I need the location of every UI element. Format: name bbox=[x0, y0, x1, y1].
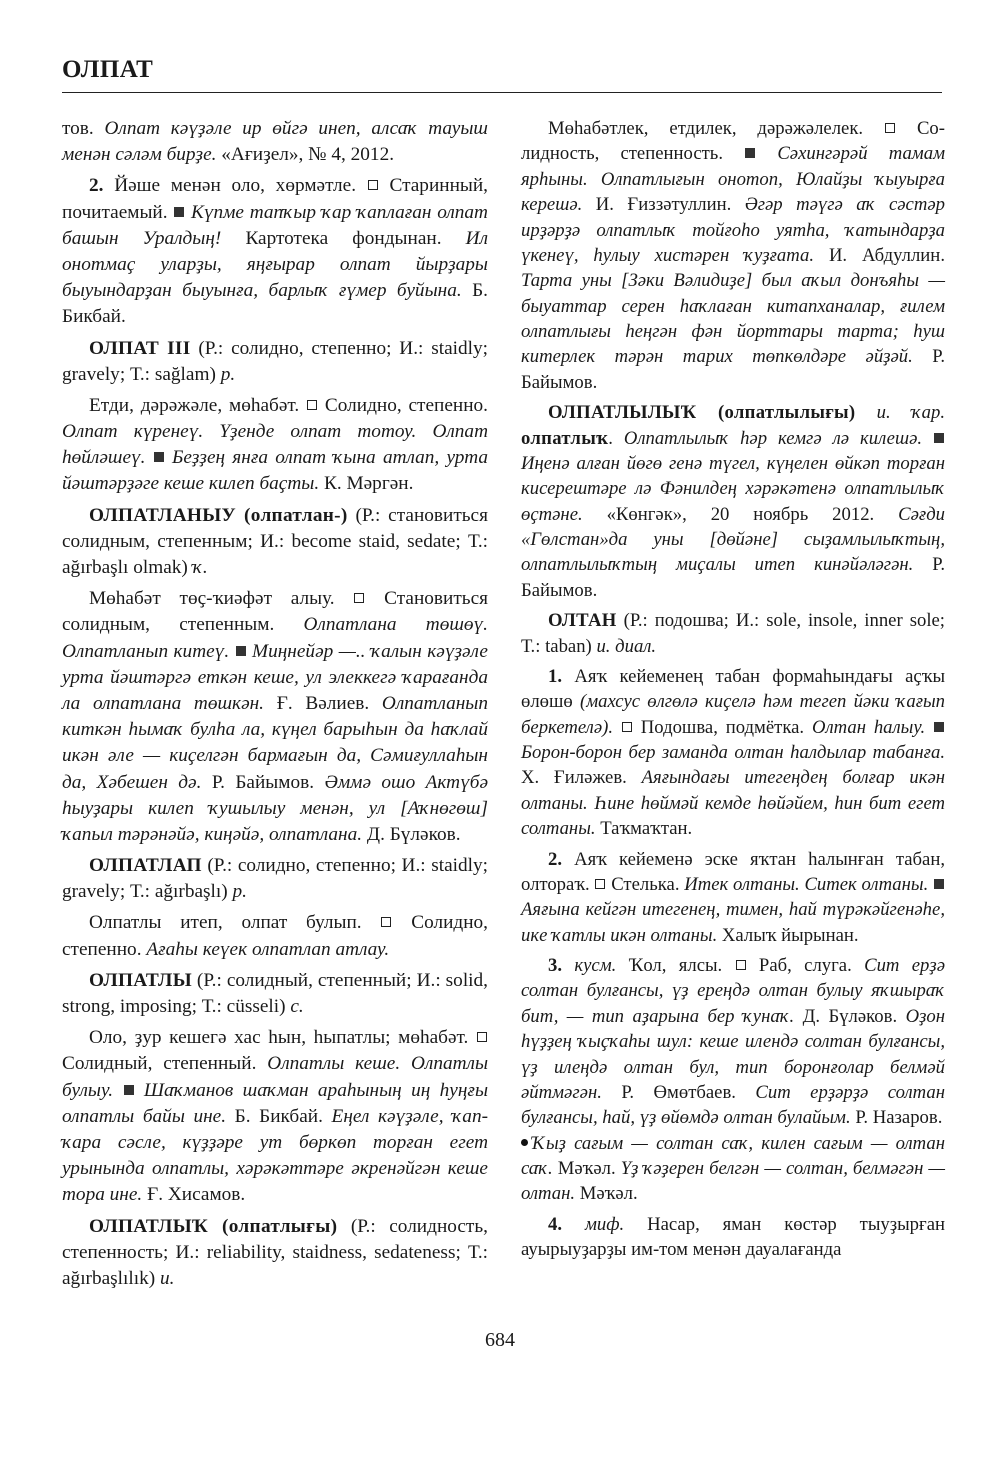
white-square-icon bbox=[354, 593, 364, 603]
sense-paragraph: Олпатлы итеп, олпат булып. Солидно, степенно. Ағаһы кеүек олпатлап атлау. bbox=[62, 912, 488, 960]
left-column bbox=[62, 116, 488, 1297]
bullet-icon bbox=[521, 1139, 528, 1146]
black-square-icon bbox=[934, 433, 944, 443]
white-square-icon bbox=[595, 879, 605, 889]
black-square-icon bbox=[124, 1085, 134, 1095]
black-square-icon bbox=[745, 148, 755, 158]
sense-paragraph: Мөһабәт төҫ-ҡиәфәт алыу. Становиться солидным, степенным. Олпатлана төшөү. Олпатланып китеү. Миңнейәр —.. ҡалын кәүҙәле урта йәштәргә еткән кеше, ул элеккегә ҡарағанда ла олпатлана төшкән. Ғ. Вәлиев. Олпатланып киткән һымаҡ булһа ла, күңел барыһын да һаҡлай икән әле — киҫелгән бармағын да, Сәмиғуллаһын да, Хәбешен дә. Р. Байымов. Әммә ошо Актүбә һыуҙары килеп ҡушылыу менән, ул [Аҡнөгөш] ҡапыл тәрәнәйә, киңәйә, олпатлана. Д. Бүләков. bbox=[62, 588, 489, 845]
white-square-icon bbox=[307, 400, 317, 410]
headword: ОЛПАТЛЫ bbox=[89, 969, 192, 991]
sense-paragraph: 2. Аяҡ кейеменә эске яҡтан һалынған табан, олтораҡ. Стелька. Итек олтаны. Ситек олтаны. Аяғына кейгән итегенең, тимен, һай түрәкәйгенәһе, икe ҡатлы икән олтаны. Халыҡ йырынан. bbox=[521, 848, 945, 946]
headword: ОЛПАТЛАП bbox=[89, 855, 202, 877]
sense-paragraph: 1. Аяҡ кейеменең табан формаһындағы аҫҡы өлөшө (махсус өлгөлә киҫелә һәм тегеп йәки ҡағып беркетелә). Подошва, подмётка. Олтан һалыу. Борон-борон бер заманда олтан һалдылар табанға. Х. Ғиләжев. Аяғындағы итегеңдең болғар икән олтаны. Һине һөймәй кемде һөйәйем, һин бит егет солтаны. Таҡмаҡтан. bbox=[521, 665, 946, 840]
white-square-icon bbox=[381, 917, 391, 927]
white-square-icon bbox=[368, 180, 378, 190]
page-number: 684 bbox=[485, 1329, 515, 1351]
white-square-icon bbox=[885, 123, 895, 133]
entry-headline: ОЛПАТЛАНЫУ (олпатлан-) (Р.: становиться солидным, степенным; И.: become staid, sedate; Т.: ağırbaşlı olmak) ҡ. bbox=[62, 504, 488, 578]
entry-headline: ОЛТАН (Р.: подошва; И.: sole, insole, inner sole; Т.: taban) и. диал. bbox=[521, 610, 945, 657]
black-square-icon bbox=[154, 452, 164, 462]
sense-paragraph: Оло, ҙур кешегә хас һын, һыпатлы; мөһабәт. Солидный, степенный. Олпатлы кеше. Олпатлы булыу. Шаҡманов шаҡман араһының иң һуңғы олпатлы байы ине. Б. Бикбай. Еңел кәүҙәле, ҡап-ҡара сәсле, күҙҙәре ут бөркөп торған егет урынында олпатлы, хәрәкәттәре әкренәйгән кеше тора ине. Ғ. Хисамов. bbox=[62, 1027, 489, 1206]
headword: ОЛПАТЛАНЫУ (олпатлан-) bbox=[89, 504, 348, 526]
right-column bbox=[521, 116, 945, 1268]
header-rule bbox=[62, 92, 942, 93]
white-square-icon bbox=[477, 1032, 487, 1042]
sense-paragraph: Етди, дәрәжәле, мөһабәт. Солидно, степенно. Олпат күренеү. Үҙенде олпат тотоу. Олпат һөйләшеү. Беҙҙең янға олпат ҡына атлап, урта йәштәрҙәге кеше килеп баҫты. К. Мәргән. bbox=[62, 394, 488, 495]
headword: ОЛПАТЛЫЛЫҠ (олпатлылығы) bbox=[548, 402, 856, 424]
entry-headline: ОЛПАТЛАП (Р.: солидно, степенно; И.: staidly; gravely; Т.: ağırbaşlı) р. bbox=[62, 855, 488, 903]
sense-paragraph: 3. кусм. Ҡол, ялсы. Раб, слуга. Сит ерҙә солтан булғансы, үҙ ереңдә олтан булыу яҡшыраҡ бит, — тип аҙарына бер ҡунаҡ. Д. Бүләков. Оҙон һүҙҙең ҡыҫҡаһы шул: кеше илендә солтан булғансы, үҙ илеңдә олтан бул, тип боронғолар белмәй әйтмәгән. Р. Өмөтбаев. Сит ерҙәрҙә солтан булғансы, һай, үҙ өйөмдә олтан булайым. Р. Назаров. Ҡыҙ сағым — солтан саҡ, килен сағым — олтан саҡ. Мәҡәл. Үҙ ҡәҙерен белгән — солтан, белмәгән — олтан. Мәҡәл. bbox=[521, 955, 946, 1205]
sense-paragraph: 2. Йәше менән оло, хөрмәтле. Старинный, почитаемый. Күпме тапҡыр ҡар ҡаплаған олпат башын Уралдың! Картотека фондынан. Ил онотмаҫ уларҙы, яңғырар олпат йырҙары быуындарҙан быуынға, барлыҡ ғүмер буйына. Б. Бикбай. bbox=[62, 175, 489, 328]
running-head: ОЛПАТ bbox=[62, 56, 154, 83]
entry-headline: ОЛПАТЛЫҠ (олпатлығы) (Р.: солидность, степенность; И.: reliability, staidness, sedateness; Т.: ağırbaşlılık) и. bbox=[62, 1215, 488, 1289]
headword: ОЛТАН bbox=[548, 610, 617, 632]
entry-headline: ОЛПАТЛЫ (Р.: солидный, степенный; И.: solid, strong, imposing; Т.: cüsseli) с. bbox=[62, 969, 488, 1017]
headword: ОЛПАТ III bbox=[89, 337, 191, 359]
black-square-icon bbox=[236, 646, 246, 656]
black-square-icon bbox=[934, 879, 944, 889]
entry-headline: ОЛПАТ III (Р.: солидно, степенно; И.: staidly; gravely; Т.: sağlam) р. bbox=[62, 337, 488, 385]
black-square-icon bbox=[174, 207, 184, 217]
sense-paragraph: 4. миф. Насар, яман көстәр тыуҙырған ауырыуҙарҙы им-том менән дауалағанда bbox=[521, 1213, 945, 1261]
entry-headline: ОЛПАТЛЫЛЫҠ (олпатлылығы) и. ҡар. олпатлыҡ. Олпатлылыҡ һәр кемгә лә килешә. Иңенә алған йөгө генә түгел, күңелен өйкәп торған кисерештәре лә Фәнилдең хәрәкәтенә олпатлылыҡ өҫтәне. «Көнгәк», 20 ноябрь 2012. Сәғди «Гөлстан»да уны [дөйәне] сыҙамлылыҡтың, олпатлылыҡтың миҫалы итеп кинәйәләгән. Р. Байымов. bbox=[521, 402, 946, 601]
sense-paragraph: Мөһабәтлек, етдилек, дәрәжәлелек. Солидность, степенность. Сәхингәрәй тамам ярһыны. Олпатлығын онотоп, Юлайҙы ҡыуырға керешә. И. Ғиззәтуллин. Әгәр тәүгә аҡ сәстәр ирҙәрҙә олпатлыҡ тойғоһо уятһа, ҡатындарҙа үкенеү, һулыу хистәрен ҡуҙғата. И. Абдуллин. Тарта уны [Зәки Вәлидиҙе] был аҡыл донъяһы — быуаттар серен һаҡлаған китапханалар, ғилем олпатлығы һеңгән фән йорттары тарта; һуш китерлек тәрән тарих төпкөлдәре әйҙәй. Р. Байымов. bbox=[521, 118, 945, 393]
white-square-icon bbox=[622, 722, 632, 732]
black-square-icon bbox=[934, 722, 944, 732]
white-square-icon bbox=[736, 960, 746, 970]
headword: ОЛПАТЛЫҠ (олпатлығы) bbox=[89, 1215, 338, 1237]
entry-continuation: тов. Олпат кәүҙәле ир өйгә инеп, алсаҡ тауыш менән сәләм бирҙе. «Ағиҙел», № 4, 2012. bbox=[62, 118, 488, 166]
